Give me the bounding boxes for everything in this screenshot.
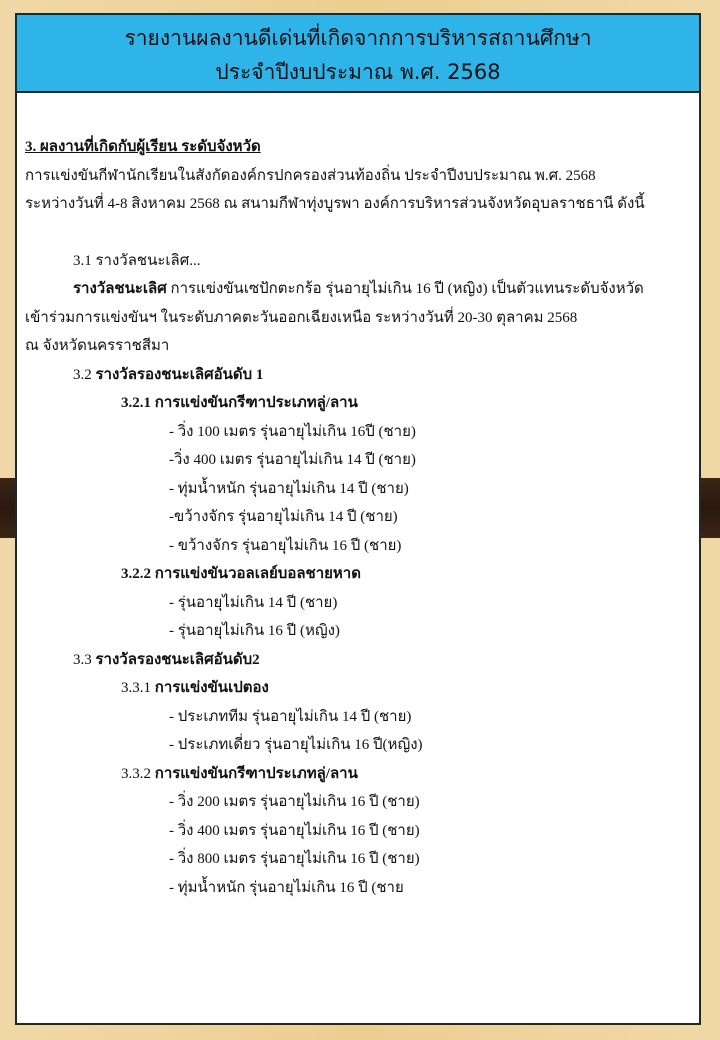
section-intro-line2: ระหว่างวันที่ 4-8 สิงหาคม 2568 ณ สนามกีฬาทุ่งบูรพา องค์การบริหารส่วนจังหวัดอุบลราชธานี ดังนี้: [25, 196, 645, 212]
s31-title: 3.1 รางวัลชนะเลิศ...: [73, 252, 201, 269]
list-item: - ทุ่มน้ำหนัก รุ่นอายุไม่เกิน 16 ปี (ชาย: [169, 879, 404, 896]
s31-paragraph-line1: [25, 275, 695, 304]
s31-text1: การแข่งขันเซปักตะกร้อ รุ่นอายุไม่เกิน 16 ปี (หญิง) เป็นตัวแทนระดับจังหวัด: [166, 281, 644, 297]
list-item: -วิ่ง 400 เมตร รุ่นอายุไม่เกิน 14 ปี (ชาย): [169, 452, 416, 468]
s31-paragraph-line3: ณ จังหวัดนครราชสีมา: [25, 338, 170, 354]
report-card: [15, 13, 701, 1025]
s332-num: 3.3.2: [121, 765, 155, 782]
s32-label: รางวัลรองชนะเลิศอันดับ 1: [95, 366, 264, 383]
s332-label: การแข่งขันกรีฑาประเภทลู่/ลาน: [154, 765, 358, 782]
s321-title: 3.2.1 การแข่งขันกรีฑาประเภทลู่/ลาน: [121, 395, 358, 411]
s32-title: [25, 361, 695, 390]
s332-title: [25, 760, 695, 789]
s33-title: [25, 646, 695, 675]
list-item: - รุ่นอายุไม่เกิน 14 ปี (ชาย): [169, 594, 338, 611]
s331-label: การแข่งขันเปตอง: [154, 680, 269, 696]
list-item: - วิ่ง 200 เมตร รุ่นอายุไม่เกิน 16 ปี (ชาย): [169, 794, 420, 810]
list-item: - วิ่ง 400 เมตร รุ่นอายุไม่เกิน 16 ปี (ชาย): [169, 822, 420, 839]
s331-num: 3.3.1: [121, 680, 155, 696]
list-item: - ประเภทเดี่ยว รุ่นอายุไม่เกิน 16 ปี(หญิง): [169, 737, 423, 753]
section-heading: 3. ผลงานที่เกิดกับผู้เรียน ระดับจังหวัด: [25, 139, 261, 155]
list-item: - วิ่ง 800 เมตร รุ่นอายุไม่เกิน 16 ปี (ชาย): [169, 851, 420, 867]
s32-num: 3.2: [73, 366, 96, 383]
report-header: [17, 15, 699, 93]
report-content: [25, 133, 695, 902]
list-item: - ขว้างจักร รุ่นอายุไม่เกิน 16 ปี (ชาย): [169, 537, 402, 554]
list-item: - ทุ่มน้ำหนัก รุ่นอายุไม่เกิน 14 ปี (ชาย): [169, 480, 409, 497]
s33-label: รางวัลรองชนะเลิศอันดับ2: [95, 651, 260, 668]
s322-title: 3.2.2 การแข่งขันวอลเลย์บอลชายหาด: [121, 566, 361, 582]
s31-bold-label: รางวัลชนะเลิศ: [73, 281, 167, 297]
s31-paragraph-line2: เข้าร่วมการแข่งขันฯ ในระดับภาคตะวันออกเฉียงเหนือ ระหว่างวันที่ 20-30 ตุลาคม 2568: [25, 309, 578, 326]
list-item: - รุ่นอายุไม่เกิน 16 ปี (หญิง): [169, 623, 340, 639]
section-intro-line1: การแข่งขันกีฬานักเรียนในสังกัดองค์กรปกครองส่วนท้องถิ่น ประจำปีงบประมาณ พ.ศ. 2568: [25, 167, 596, 184]
list-item: - ประเภททีม รุ่นอายุไม่เกิน 14 ปี (ชาย): [169, 708, 412, 725]
s331-title: [25, 674, 695, 703]
list-item: -ขว้างจักร รุ่นอายุไม่เกิน 14 ปี (ชาย): [169, 509, 398, 525]
header-title-line1: รายงานผลงานดีเด่นที่เกิดจากการบริหารสถานศึกษา: [124, 26, 592, 50]
s33-num: 3.3: [73, 651, 96, 668]
header-title-line2: ประจำปีงบประมาณ พ.ศ. 2568: [215, 60, 501, 84]
list-item: - วิ่ง 100 เมตร รุ่นอายุไม่เกิน 16ปี (ชาย): [169, 423, 416, 440]
